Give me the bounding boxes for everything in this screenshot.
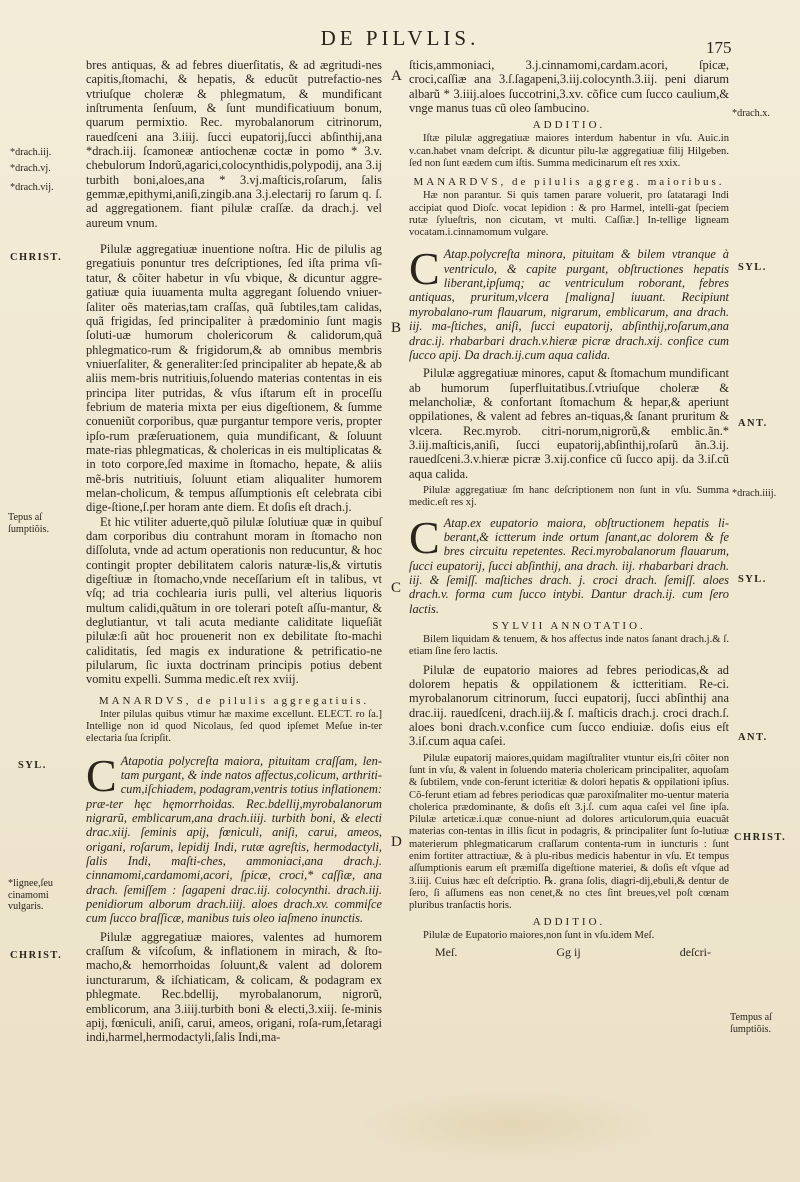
catapotia-eupatorio-text: Atap.ex eupatorio maiora, obſtructionem hepatis li-berant,& ictterum inde ortum ſanant,ac dolorem & fe bres circuitu repetentes. Reci.myrobalanorum flauarum, ſucci eupatorij, ſucci abſinthij, ana drach. iij. rhabarbari drach. iij. & ſemiſſ. maſtiches drach. j. croci drach. ſemiſſ. aloes drach.v. forma cum ſucco intybi. Dantur drach.ij. cum ſero lactis. xyxy=(409,515,729,616)
margin-note-drach-iiij: *drach.iiij. xyxy=(732,488,777,499)
paragraph-recipe-continued: bres antiquas, & ad febres diuerſitatis, & ad ægritudi-nes capitis,ſtomachi, & hepatis, & educũt putrefactio-nes vtriuſque choleræ & phlegmatum, & mundificant inſtrumenta ſenſuum, & ſunt mundificatiuum bonum, quarum permixtio. Rec. myrobalanorum citrinorum, rauedſceni ana 3.iiij. ſucci eupatorij,ſucci abſinthij,ana *drach.iij. ſcamoneæ antiochenæ coctæ in pomo * 3.v. chebulorum Indorũ,agarici,colocynthidis,polypodij, ana 3.ij turbith boni,aloes,ana * 3.vj.maſticis,roſarum, ſalis gemmæ,epithymi,aniſi,zingib.ana 3.j.electarij ro ſarum q. ſ. ad aggregationem. fiant pilulæ craſſæ. da drach.j. vel aureum vnum. xyxy=(86,58,382,230)
paragraph-catapotia-minora xyxy=(409,243,729,362)
margin-tag-ant-2: ANT. xyxy=(738,732,768,743)
catapotia-maiora-text: Atapotia polycreſta maiora, pituitam craſſam, len-tam purgant, & inde natos affectus,colicum, arthriti-cum,iſchiadem, podagram,ventris totius inflationem: præ-ter hęc hęmorrhoidas. Rec.bdellij,myrobalanorum nigrarũ, emblicarum,ana drach.iiij. turbith boni, & electi drac.xiij. ſeminis apij, fœniculi, aniſi, carui, ameos, origani, roſarum, lepidij Indi, rutæ agreſtis, hermodactyli, ſalis Indi, maſti-ches, ammoniaci,ana drach.j. cinnamomi,cardamomi,acori, ſpicæ, croci,* caſſiæ, ana drach. ſemiſſem : ſagapeni drac.iij. colocynthi. drach.iij. penidiorum alborum drach.iiij. aloes drach.xv. commiſce cum ſucco braſſicæ, manibus tuis oleo iaſmeno inunctis. xyxy=(86,753,382,926)
paragraph-recipe-continued-right: ſticis,ammoniaci, 3.j.cinnamomi,cardam.acori, ſpicæ, croci,caſſiæ ana 3.ſ.ſagapeni,3.iij.colocynth.3.iij. peni diarum albarũ * 3.iiij.aloes ſuccotrini,3.xv. cõfice cum ſucco caulium,& vnge manus tuas cũ oleo ſambucino. xyxy=(409,58,729,116)
paragraph-additio-2: Pilulæ de Eupatorio maiores,non ſunt in vſu.idem Meſ. xyxy=(423,930,655,942)
margin-note-drach-iij: *drach.iij. xyxy=(10,147,52,158)
paragraph-de-eupatorio-maiores: Pilulæ de eupatorio maiores ad febres periodicas,& ad dolorem hepatis & oppilationem & ictteritiam. Re-ci. myrobalanorum citrinorum, ſucci eupatorij, ſucci abſinthij ana drac.iij. rauedſceni, drach.iij.& ſ. maſticis drach.j. croci drach.ſ. aloes boni drach.v.confice cum ſucco endiuiæ. doſis eius eſt 3.iſ.cum aqua caſei. xyxy=(409,662,729,749)
page-number: 175 xyxy=(706,38,732,57)
section-letter-b: B xyxy=(391,320,402,336)
heading-sylvii-annotatio: SYLVII ANNOTATIO. xyxy=(492,619,646,632)
left-column xyxy=(86,58,382,1045)
margin-tag-syl-right-2: SYL. xyxy=(738,574,767,585)
margin-tag-christ-2: CHRIST. xyxy=(10,950,63,961)
page-title: DE PILVLIS. xyxy=(320,26,480,50)
footer-left: Meſ. xyxy=(435,944,458,959)
right-column xyxy=(409,58,729,960)
heading-additio-2: ADDITIO. xyxy=(532,916,606,929)
paragraph-pilulae-maiores: Pilulæ aggregatiuæ maiores, valentes ad humorem craſſum & viſcoſum, & inflationem in mirach, & ſto-macho,& hemorrhoidas ſoluunt,& valent ad dolorem iuncturarum, & iſchiaticam, & colicam, & podagram ex phlegmate. Rec.bdellij, myrobalanorum, nigrorũ, emblicorum, ana 3.iiij.turbith boni & electi,3.xiij. ſe-minis apij, fœniculi, aniſi, carui, ameos, origani, roſa-rum,ſetaragi indi,harmel,hermodactyli,ſalis Indi,ma- xyxy=(86,929,382,1045)
paragraph-additio-1: Iſtæ pilulæ aggregatiuæ maiores interdum habentur in vſu. Auic.in v.can.habet vnam deſcript. & dicuntur pilu-læ aggregatiuæ filij Hilgeben. ſed non ſunt eædem cum iſtis. Summa medicinarum eſt res xxix. xyxy=(409,133,729,169)
footer-signature-line xyxy=(409,945,729,960)
paragraph-pilulae-minores: Pilulæ aggregatiuæ minores, caput & ſtomachum mundificant ab humorum ſuperfluitatibus.ſ.vtriuſque choleræ & melancholiæ, & confortant ſtomachum & hepar,& aperiunt oppilationes, & valent ad febres an-tiquas,& ſanant pruritum & vlcera. Rec.myrob. citri-norum,nigrorũ,& emblic.ãn.* 3.iij.maſticis,aniſi, ſucci eupatorij,abſinthij,roſarũ ãn.3.ij. rauedſceni.3.v.hieræ picræ 3.xij.confice cũ ſucco apij. da 3.iſ.cũ aqua calida. xyxy=(409,366,729,481)
heading-additio-1: ADDITIO. xyxy=(532,119,606,132)
catchword: deſcri- xyxy=(679,944,711,959)
paragraph-catapotia-maiora xyxy=(86,749,382,926)
paragraph-manardus-1: Inter pilulas quibus vtimur hæ maxime excellunt. ELECT. ro ſa.] Intellige non id quod Nicolaus, ſed quod ipſemet Meſue in-ter electaria ſua ſcripſit. xyxy=(86,708,382,745)
margin-note-lignee: *lignee,ſeu cinamomi vulgaris. xyxy=(8,878,53,912)
paragraph-catapotia-eupatorio xyxy=(409,511,729,616)
margin-tag-syl: SYL. xyxy=(18,760,47,771)
drop-cap-c-3: C xyxy=(409,511,440,563)
heading-manardus-2: MANARDVS, de pilulis aggreg. maioribus. xyxy=(413,176,725,189)
section-letter-c: C xyxy=(391,580,402,596)
paragraph-non-in-usu: Pilulæ aggregatiuæ ſm hanc deſcriptionem non ſunt in vſu. Summa medic.eſt res xj. xyxy=(409,484,729,509)
drop-cap-c: C xyxy=(86,749,117,801)
section-letter-a: A xyxy=(391,68,402,84)
paragraph-pilulae-aggregativae: Pilulæ aggregatiuæ inuentione noſtra. Hic de pilulis ag gregatiuis ponuntur tres deſcriptiones, ſed iſta prima vſi-tatur, & cõiter habetur in vſu vbique, & dicuntur aggre-gatiuæ quia iuuamenta multa aggregant ſoluendo vniuer-ſaliter oẽs materias,tam craſſas, quã ſubtiles,tam calidas, quã frigidas, ſed principaliter à prædominio ſunt magis ſoluti-uæ humorum cholericorum & calidorum,quã phlegmatico-rum & frigidorum,& ab omnibus membris vniuerſaliter, & generaliter:ſed principaliter ab hepate,& ab aliis mem-bris nutritiuis,ſoluendo materias contentas in eis principa liter putridas, & vſus iſtarum eſt in proceſſu febrium de materia mixta per eius digeſtionem, & ſumme conueniũt corporibus, quæ purgantur tempore veris, propter ipſo-rum præſeruationem, quia mundificant, & ſoluunt mate-rias phlegmaticas, & cholericas in eis multiplicatas & in toto corpore,ſed maxime in ſtomacho, hepate, & aliis mẽ-bris nutritiuis, ſoluunt etiam aliqualiter humorem melan-cholicum, & tempus aſſumptionis eſt celebrata cibi dige-ſtione,ſ.per horam ante diem. Et doſis eſt drach.j. xyxy=(86,242,382,515)
margin-tag-syl-right: SYL. xyxy=(738,262,767,273)
margin-note-tempus-right: Tempus aſ ſumptiõis. xyxy=(730,1012,773,1035)
section-letter-d: D xyxy=(391,834,402,850)
margin-note-drach-x: *drach.x. xyxy=(732,108,770,119)
paragraph-manardus-2: Hæ non parantur. Si quis tamen parare voluerit, pro ſatataragi Indi accipiat quod Dioſc. vocat lepidion : & pro Harmel, intelli-gat ſpeciem rutæ ſylueſtris, non cicutam, vt multi. Caſſiæ.] In-tellige ligneam vocatam.i.cinnamomum vulgare. xyxy=(409,190,729,239)
margin-note-drach-vij: *drach.vij. xyxy=(10,182,54,193)
paragraph-sylvii-annotatio: Bilem liquidam & tenuem, & hos affectus inde natos ſanant drach.j.& ſ. etiam ſine ſero lactis. xyxy=(409,633,729,658)
drop-cap-c-2: C xyxy=(409,243,440,295)
margin-tag-christ-right: CHRIST. xyxy=(734,832,787,843)
margin-note-tempus: Tepus aſ ſumptiõis. xyxy=(8,512,50,535)
catapotia-minora-text: Atap.polycreſta minora, pituitam & bilem vtranque à ventriculo, & capite purgant, obſtructiones hepatis liberant,ipſumq; ac ventriculum roborant, febres antiquas, pruritum,vlcera [maligna] iuuant. Recipiunt myrobalano-rum flauarum, nigrarum, emblicarum, ana drach. iij. ma-ſtiches, aniſi, ſucci eupatorij, abſinthij,roſarum,ana drac.ij. rhabarbari drach.v.hieræ picræ drach.xij. confice cum ſucco apij. Da drach.ij.cum aqua calida. xyxy=(409,247,729,362)
margin-note-drach-vj: *drach.vj. xyxy=(10,163,51,174)
paper-stain xyxy=(360,1090,660,1160)
signature-mark: Gg ij xyxy=(556,944,581,959)
paragraph-note-absorption: Et hic vtiliter aduerte,quõ pilulæ ſolutiuæ quæ in quibuſ dam corporibus diu contrahunt moram in ſtomacho non diſſoluta, vnde ad actum operationis non reducuntur, & hoc contingit propter debilitatem caloris naturæ-lis,& virtutis digeſtiuæ in ſtomacho,vnde neceſſarium eſt in talibus, vt vſq; ad tria cochlearia iuris pulli, vel alterius liquoris multum calidi,quãtum in ore tolerari poteſt aſſu-mantur, & deglutiantur, vt tali acuta mediante caliditate liqueſiãt pilulæ:ſi aũt hoc prouenerit non ex debilitate ſto-machi caliditatis, ſed magis ex induratione & petrificatio-ne pilularum, ſic iuxta doctrinam principis potius debent vomitu expelli. Summa medic.eſt rex xviij. xyxy=(86,514,382,687)
margin-tag-ant: ANT. xyxy=(738,418,768,429)
paragraph-eupatorij-maiores: Pilulæ eupatorij maiores,quidam magiſtraliter vtuntur eis,ſri cõiter non ſunt in vſu, & valent in ſoluendo materia cholericam principaliter, aquoſam & ſubtilem, vnde con-ferunt icteritiæ & dolori hepatis & oppilationi ipſius. Cõ-ferunt etiam ad febres periodicas quæ paroxiſmaliter mo-uentur materia cholerica prædominante, & doſis eſt 3.j.ſ. cum aqua caſei vel ſine ipſa. Pilulæ arteticæ.i.quæ conue-niunt ad dolores articulorum,quia euacuãt materias con-tentas in illis ſicut in podagris, & principaliter ſunt ſo-lutiuæ materierum phlegmaticarum craſſarum contenta-rum in iuncturis : ſunt enim fortiter attractiuæ, & à plu-ribus medicis habentur in vſu. Et tempus aſſumptionis earum eſt præmiſſa digeſtione materiei, & doſis eſt vſque ad 3.iiij. Cuius hæc eſt deſcriptio. ℞. grana ſolis, diagri-dij,ebuli,& dentur de ſero, ſi aſſumens eas non cenet,& no ctes ſint breues,vel poſt cœnam pluribus tranſactis horis. xyxy=(409,752,729,912)
margin-tag-christ: CHRIST. xyxy=(10,252,63,263)
heading-manardus-1: MANARDVS, de pilulis aggregatiuis. xyxy=(98,694,370,707)
